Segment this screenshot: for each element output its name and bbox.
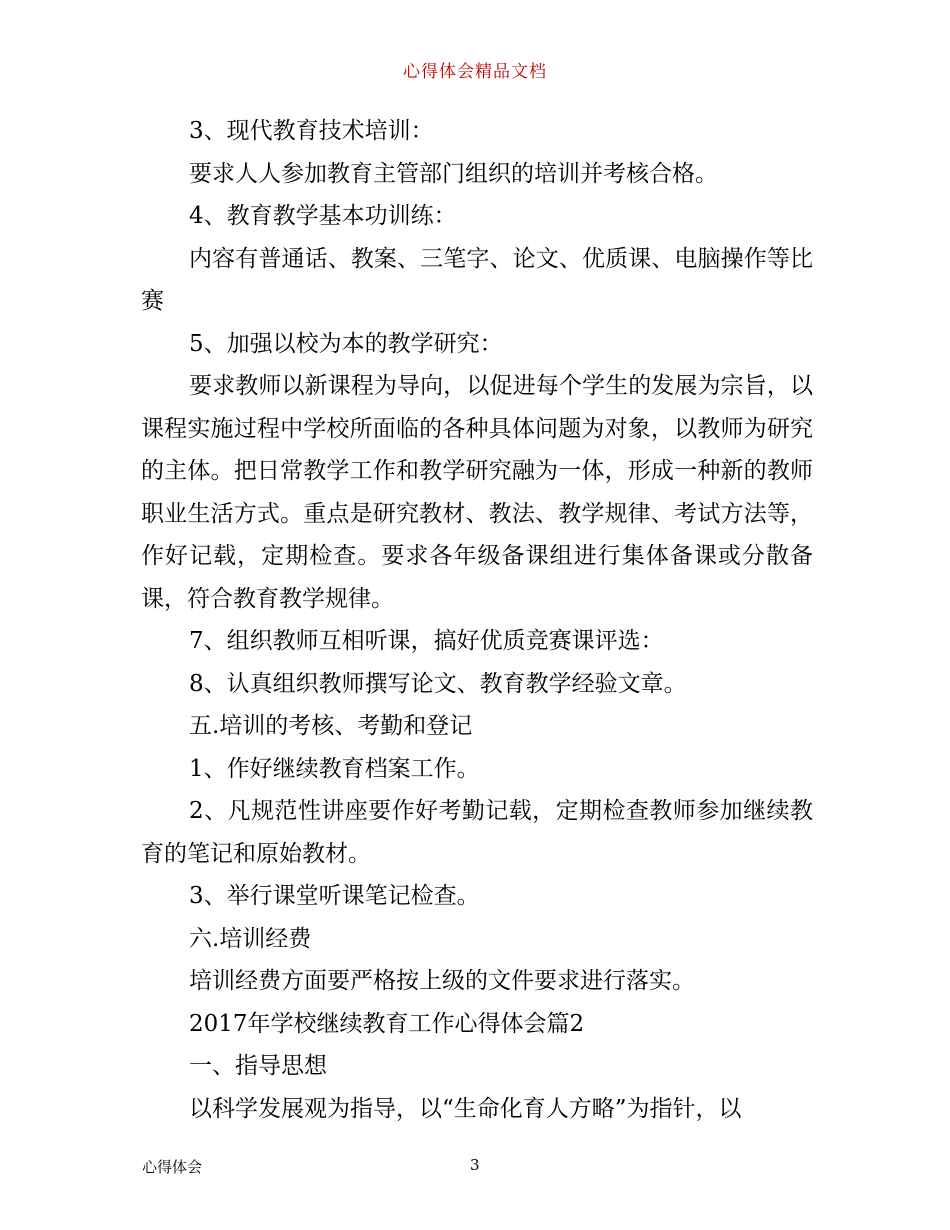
paragraph: 3、现代教育技术培训： <box>189 118 434 144</box>
section-heading: 六.培训经费 <box>189 925 312 952</box>
footer-label: 心得体会 <box>142 1158 203 1176</box>
paragraph: 7、组织教师互相听课，搞好优质竞赛课评选： <box>189 628 664 654</box>
paragraph: 1、作好继续教育档案工作。 <box>189 755 480 782</box>
article-title: 2017年学校继续教育工作心得体会篇2 <box>189 1010 585 1037</box>
section-heading: 一、指导思想 <box>189 1053 327 1079</box>
paragraph: 3、举行课堂听课笔记检查。 <box>189 883 480 909</box>
paragraph: 4、教育教学基本功训练： <box>189 203 457 229</box>
paragraph: 要求人人参加教育主管部门组织的培训并考核合格。 <box>189 160 718 187</box>
paragraph: 要求教师以新课程为导向，以促进每个学生的发展为宗旨，以课程实施过程中学校所面临的各种具体问题为对象，以教师为研究的主体。把日常教学工作和教学研究融为一体，形成一种新的教师职业生活方式。重点是研究教材、教法、教学规律、考试方法等，作好记载，定期检查。要求各年级备课组进行集体备课或分散备课，符合教育教学规律。 <box>141 373 813 612</box>
paragraph: 内容有普通话、教案、三笔字、论文、优质课、电脑操作等比赛 <box>141 245 813 314</box>
page-header-title: 心得体会精品文档 <box>403 62 547 82</box>
paragraph: 以科学发展观为指导，以“生命化育人方略”为指针，以 <box>189 1095 742 1122</box>
document-body <box>141 110 813 1130</box>
paragraph: 培训经费方面要严格按上级的文件要求进行落实。 <box>189 968 695 994</box>
section-heading: 五.培训的考核、考勤和登记 <box>189 713 473 739</box>
paragraph: 5、加强以校为本的教学研究： <box>189 330 503 357</box>
paragraph: 8、认真组织教师撰写论文、教育教学经验文章。 <box>189 670 687 697</box>
paragraph: 2、凡规范性讲座要作好考勤记载，定期检查教师参加继续教育的笔记和原始教材。 <box>141 798 813 867</box>
page-number: 3 <box>470 1156 480 1174</box>
